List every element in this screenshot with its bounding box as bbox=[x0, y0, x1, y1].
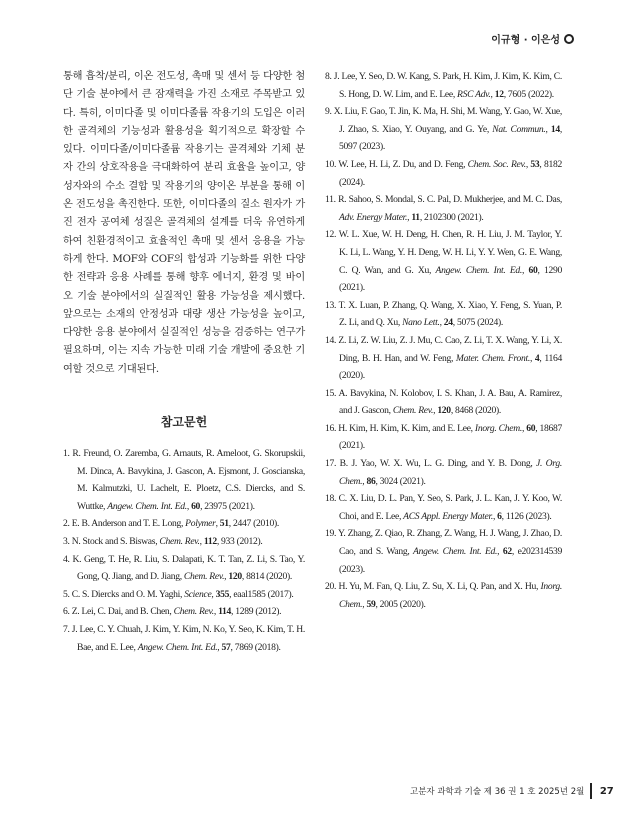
reference-journal: Polymer bbox=[185, 518, 216, 530]
reference-number: 4. bbox=[63, 553, 70, 565]
reference-authors: Y. Zhang, Z. Qiao, R. Zhang, Z. Wang, H. J. Wang, J. Zhao, D. Cao, and S. Wang, bbox=[337, 528, 562, 558]
reference-volume: 14 bbox=[550, 123, 560, 135]
reference-pages: , 7605 (2022). bbox=[503, 88, 554, 100]
reference-pages: , 8182 (2024). bbox=[339, 158, 562, 188]
reference-pages: , 2005 (2020). bbox=[375, 598, 426, 610]
reference-volume: 114 bbox=[218, 606, 232, 618]
reference-journal: Chem. Rev. bbox=[173, 606, 214, 618]
reference-item: 4. K. Geng, T. He, R. Liu, S. Dalapati, K. T. Tan, Z. Li, S. Tao, Y. Gong, Q. Jiang, and D. Jiang, Chem. Rev., 120, 8814 (2020). bbox=[63, 553, 305, 583]
reference-number: 9. bbox=[325, 106, 332, 118]
reference-item: 20. H. Yu, M. Fan, Q. Liu, Z. Su, X. Li, Q. Pan, and X. Hu, Inorg. Chem., 59, 2005 (2020). bbox=[325, 581, 562, 610]
reference-authors: W. Lee, H. Li, Z. Du, and D. Feng, bbox=[338, 158, 468, 170]
reference-authors: E. B. Anderson and T. E. Long, bbox=[71, 518, 186, 530]
reference-item: 6. Z. Lei, C. Dai, and B. Chen, Chem. Rev., 114, 1289 (2012). bbox=[63, 606, 282, 618]
reference-volume: 62 bbox=[502, 546, 512, 558]
reference-authors: Z. Lei, C. Dai, and B. Chen, bbox=[71, 606, 174, 618]
reference-authors: X. Liu, F. Gao, T. Jin, K. Ma, H. Shi, M. Wang, Y. Gao, W. Xue, J. Zhao, S. Xiao, Y. Ouyang, and G. Ye, bbox=[333, 106, 562, 135]
reference-authors: C. S. Diercks and O. M. Yaghi, bbox=[71, 588, 185, 600]
reference-number: 10. bbox=[325, 158, 337, 170]
reference-number: 13. bbox=[325, 299, 337, 311]
reference-number: 1. bbox=[63, 448, 70, 460]
reference-item: 8. J. Lee, Y. Seo, D. W. Kang, S. Park, H. Kim, J. Kim, K. Kim, C. S. Hong, D. W. Lim, and E. Lee, RSC Adv., 12, 7605 (2022). bbox=[325, 71, 562, 100]
reference-volume: 355 bbox=[215, 588, 230, 600]
reference-journal: ACS Appl. Energy Mater. bbox=[403, 510, 493, 522]
reference-item: 13. T. X. Luan, P. Zhang, Q. Wang, X. Xiao, Y. Feng, S. Yuan, P. Z. Li, and Q. Xu, Nano Lett., 24, 5075 (2024). bbox=[325, 299, 562, 329]
reference-pages: , 1126 (2023). bbox=[501, 510, 552, 522]
reference-journal: Chem. Soc. Rev. bbox=[467, 158, 526, 170]
reference-pages: , 1290 (2021). bbox=[339, 264, 562, 294]
reference-volume: 60 bbox=[191, 500, 201, 512]
reference-list-left bbox=[63, 445, 305, 656]
reference-journal: J. Org. Chem. bbox=[339, 458, 562, 487]
reference-item: 3. N. Stock and S. Biswas, Chem. Rev., 112, 933 (2012). bbox=[63, 536, 263, 548]
references-heading: 참고문헌 bbox=[160, 415, 208, 430]
reference-authors: J. Lee, Y. Seo, D. W. Kang, S. Park, H. Kim, J. Kim, K. Kim, C. S. Hong, D. W. Lim, and E. Lee, bbox=[333, 71, 562, 100]
reference-number: 17. bbox=[325, 458, 337, 470]
reference-number: 12. bbox=[325, 229, 337, 241]
reference-journal: Chem. Rev. bbox=[183, 571, 225, 583]
reference-authors: R. Sahoo, S. Mondal, S. C. Pal, D. Mukherjee, and M. C. Das, bbox=[338, 194, 562, 206]
reference-number: 15. bbox=[325, 387, 337, 399]
reference-authors: N. Stock and S. Biswas, bbox=[71, 536, 160, 548]
body-paragraph: 통해 흡착/분리, 이온 전도성, 촉매 및 센서 등 다양한 첨단 기술 분야에서 큰 잠재력을 가진 소재로 주목받고 있다. 특히, 이미다졸 및 이미다졸륨 작용기의 도입은 이러한 골격체의 기능성과 활용성을 획기적으로 확장할 수 있다. 이미다졸/이미다졸륨 작용기는 골격체와 기체 분자 간의 상호작용을 극대화하여 분리 효율을 높이고, 양성자와의 수소 결합 및 작용기의 양이온 부분을 통해 이온 전도성을 촉진한다. 또한, 이미다졸의 질소 원자가 가진 전자 공여체 성질은 골격체의 설계를 더욱 유연하게 하여 친환경적이고 효율적인 촉매 및 센서 응용을 가능하게 한다. MOF와 COF의 합성과 기능화를 위한 다양한 전략과 응용 사례를 통해 향후 에너지, 환경 및 바이오 기술 분야에서의 실질적인 활용 가능성을 제시했다. 앞으로는 소재의 안정성과 대량 생산 가능성을 높이고, 다양한 응용 분야에서 실질적인 성능을 검증하는 연구가 필요하며, 이는 지속 가능한 미래 기술 개발에 중요한 기여할 것으로 기대된다. bbox=[63, 71, 305, 375]
reference-pages: , 23975 (2021). bbox=[200, 500, 255, 512]
footer-divider bbox=[590, 783, 592, 799]
reference-item: 5. C. S. Diercks and O. M. Yaghi, Science, 355, eaal1585 (2017). bbox=[63, 588, 294, 600]
reference-volume: 120 bbox=[437, 405, 451, 417]
reference-pages: , 2102300 (2021). bbox=[419, 211, 484, 223]
reference-number: 6. bbox=[63, 606, 70, 618]
journal-issue: 고분자 과학과 기술 제 36 권 1 호 2025년 2월 bbox=[410, 787, 585, 797]
reference-journal: Science bbox=[184, 588, 212, 600]
reference-item: 15. A. Bavykina, N. Kolobov, I. S. Khan, J. A. Bau, A. Ramirez, and J. Gascon, Chem. Rev., 120, 8468 (2020). bbox=[325, 387, 562, 417]
reference-authors: W. L. Xue, W. H. Deng, H. Chen, R. H. Liu, J. M. Taylor, Y. K. Li, L. Wang, Y. H. Deng, W. H. Li, Y. Y. Wen, G. E. Wang, C. Q. Wan, and G. Xu, bbox=[338, 229, 562, 276]
reference-item: 10. W. Lee, H. Li, Z. Du, and D. Feng, Chem. Soc. Rev., 53, 8182 (2024). bbox=[325, 158, 562, 188]
reference-journal: Chem. Rev. bbox=[392, 405, 434, 417]
reference-journal: Mater. Chem. Front. bbox=[455, 352, 530, 364]
header-authors: 이규형 · 이은성 bbox=[491, 35, 560, 46]
reference-item: 12. W. L. Xue, W. H. Deng, H. Chen, R. H. Liu, J. M. Taylor, Y. K. Li, L. Wang, Y. H. Deng, W. H. Li, Y. Y. Wen, G. E. Wang, C. Q. Wan, and G. Xu, Angew. Chem. Int. Ed., 60, 1290 (2021). bbox=[325, 229, 562, 294]
reference-number: 7. bbox=[63, 623, 70, 635]
reference-volume: 51 bbox=[219, 518, 229, 530]
reference-item: 9. X. Liu, F. Gao, T. Jin, K. Ma, H. Shi, M. Wang, Y. Gao, W. Xue, J. Zhao, S. Xiao, Y. Ouyang, and G. Ye, Nat. Commun., 14, 5097 (2023). bbox=[325, 106, 563, 153]
reference-journal: Nat. Commun. bbox=[492, 123, 546, 135]
reference-number: 3. bbox=[63, 536, 70, 548]
reference-item: 1. R. Freund, O. Zaremba, G. Arnauts, R. Ameloot, G. Skorupskii, M. Dinca, A. Bavykina, J. Gascon, A. Ejsmont, J. Goscianska, M. Kalmutzki, U. Lachelt, E. Ploetz, C.S. Diercks, and S. Wuttke, Angew. Chem. Int. Ed., 60, 23975 (2021). bbox=[63, 448, 305, 512]
running-header bbox=[491, 31, 574, 46]
left-column bbox=[63, 68, 305, 656]
reference-authors: K. Geng, T. He, R. Liu, S. Dalapati, K. T. Tan, Z. Li, S. Tao, Y. Gong, Q. Jiang, and D. Jiang, bbox=[72, 553, 305, 583]
reference-volume: 120 bbox=[228, 571, 242, 583]
reference-journal: Angew. Chem. Int. Ed. bbox=[137, 641, 218, 653]
reference-authors: H. Kim, H. Kim, K. Kim, and E. Lee, bbox=[338, 422, 475, 434]
reference-journal: Nano Lett. bbox=[402, 317, 440, 329]
reference-volume: 12 bbox=[494, 88, 504, 100]
reference-authors: B. J. Yao, W. X. Wu, L. G. Ding, and Y. B. Dong, bbox=[339, 458, 537, 470]
reference-number: 11. bbox=[325, 194, 336, 206]
reference-pages: , 2447 (2010). bbox=[228, 518, 279, 530]
reference-pages: , 18687 (2021). bbox=[339, 422, 562, 452]
reference-authors: J. Lee, C. Y. Chuah, J. Kim, Y. Kim, N. Ko, Y. Seo, K. Kim, T. H. Bae, and E. Lee, bbox=[71, 623, 305, 653]
reference-item: 7. J. Lee, C. Y. Chuah, J. Kim, Y. Kim, N. Ko, Y. Seo, K. Kim, T. H. Bae, and E. Lee, Angew. Chem. Int. Ed., 57, 7869 (2018). bbox=[63, 623, 305, 653]
reference-pages: , eaal1585 (2017). bbox=[229, 588, 294, 600]
reference-volume: 53 bbox=[530, 158, 540, 170]
reference-volume: 11 bbox=[411, 211, 420, 223]
circle-icon bbox=[564, 34, 574, 44]
reference-authors: H. Yu, M. Fan, Q. Liu, Z. Su, X. Li, Q. Pan, and X. Hu, bbox=[338, 581, 541, 593]
reference-journal: Inorg. Chem. bbox=[474, 422, 522, 434]
reference-number: 20. bbox=[325, 581, 337, 593]
reference-journal: Angew. Chem. Int. Ed. bbox=[435, 264, 523, 276]
reference-authors: A. Bavykina, N. Kolobov, I. S. Khan, J. A. Bau, A. Ramirez, and J. Gascon, bbox=[338, 387, 562, 417]
reference-pages: , 1164 (2020). bbox=[339, 352, 562, 382]
reference-volume: 86 bbox=[366, 475, 376, 487]
reference-item: 16. H. Kim, H. Kim, K. Kim, and E. Lee, Inorg. Chem., 60, 18687 (2021). bbox=[325, 422, 562, 452]
reference-volume: 4 bbox=[534, 352, 540, 364]
reference-pages: , 7869 (2018). bbox=[230, 641, 281, 653]
reference-pages: , e202314539 (2023). bbox=[339, 546, 562, 575]
reference-journal: Angew. Chem. Int. Ed. bbox=[107, 500, 187, 512]
reference-authors: R. Freund, O. Zaremba, G. Arnauts, R. Ameloot, G. Skorupskii, M. Dinca, A. Bavykina, J. Gascon, A. Ejsmont, J. Goscianska, M. Kalmutzki, U. Lachelt, E. Ploetz, C.S. Diercks, and S. Wuttke, bbox=[72, 448, 305, 512]
reference-journal: Chem. Rev. bbox=[159, 536, 200, 548]
reference-number: 19. bbox=[325, 528, 337, 540]
reference-number: 16. bbox=[325, 422, 337, 434]
reference-pages: , 5075 (2024). bbox=[452, 317, 503, 329]
reference-volume: 60 bbox=[528, 264, 538, 276]
reference-number: 5. bbox=[63, 588, 70, 600]
reference-pages: , 1289 (2012). bbox=[231, 606, 282, 618]
page-footer bbox=[410, 783, 614, 799]
reference-number: 14. bbox=[325, 334, 337, 346]
reference-pages: , 8814 (2020). bbox=[241, 571, 293, 583]
reference-list-right bbox=[325, 68, 562, 613]
reference-number: 2. bbox=[63, 518, 70, 530]
reference-volume: 57 bbox=[221, 641, 231, 653]
reference-item: 11. R. Sahoo, S. Mondal, S. C. Pal, D. Mukherjee, and M. C. Das, Adv. Energy Mater., 11, 2102300 (2021). bbox=[325, 194, 562, 223]
reference-volume: 24 bbox=[443, 317, 453, 329]
reference-item: 18. C. X. Liu, D. L. Pan, Y. Seo, S. Park, J. L. Kan, J. Y. Koo, W. Choi, and E. Lee, ACS Appl. Energy Mater., 6, 1126 (2023). bbox=[325, 493, 562, 522]
reference-authors: C. X. Liu, D. L. Pan, Y. Seo, S. Park, J. L. Kan, J. Y. Koo, W. Choi, and E. Lee, bbox=[338, 493, 562, 522]
reference-journal: Adv. Energy Mater. bbox=[339, 211, 408, 223]
reference-volume: 112 bbox=[203, 536, 217, 548]
page-number: 27 bbox=[599, 785, 614, 797]
reference-volume: 59 bbox=[366, 598, 376, 610]
reference-journal: Inorg. Chem. bbox=[339, 581, 562, 610]
right-column bbox=[325, 68, 562, 613]
reference-authors: Z. Li, Z. W. Liu, Z. J. Mu, C. Cao, Z. Li, T. X. Wang, Y. Li, X. Ding, B. H. Han, and W. Feng, bbox=[338, 334, 562, 364]
reference-pages: , 933 (2012). bbox=[216, 536, 263, 548]
reference-number: 18. bbox=[325, 493, 337, 505]
reference-pages: , 3024 (2021). bbox=[375, 475, 426, 487]
reference-item: 17. B. J. Yao, W. X. Wu, L. G. Ding, and Y. B. Dong, J. Org. Chem., 86, 3024 (2021). bbox=[325, 458, 562, 487]
reference-number: 8. bbox=[325, 71, 332, 82]
reference-item: 14. Z. Li, Z. W. Liu, Z. J. Mu, C. Cao, Z. Li, T. X. Wang, Y. Li, X. Ding, B. H. Han, and W. Feng, Mater. Chem. Front., 4, 1164 (2020). bbox=[325, 334, 562, 382]
reference-item: 2. E. B. Anderson and T. E. Long, Polymer, 51, 2447 (2010). bbox=[63, 518, 279, 530]
reference-item: 19. Y. Zhang, Z. Qiao, R. Zhang, Z. Wang, H. J. Wang, J. Zhao, D. Cao, and S. Wang, Angew. Chem. Int. Ed., 62, e202314539 (2023). bbox=[325, 528, 562, 575]
reference-authors: T. X. Luan, P. Zhang, Q. Wang, X. Xiao, Y. Feng, S. Yuan, P. Z. Li, and Q. Xu, bbox=[338, 299, 562, 329]
reference-journal: Angew. Chem. Int. Ed. bbox=[413, 546, 498, 558]
reference-volume: 6 bbox=[497, 510, 502, 522]
reference-pages: , 8468 (2020). bbox=[450, 405, 501, 417]
reference-pages: , 5097 (2023). bbox=[339, 123, 563, 153]
reference-volume: 60 bbox=[526, 422, 536, 434]
reference-journal: RSC Adv. bbox=[457, 88, 491, 100]
